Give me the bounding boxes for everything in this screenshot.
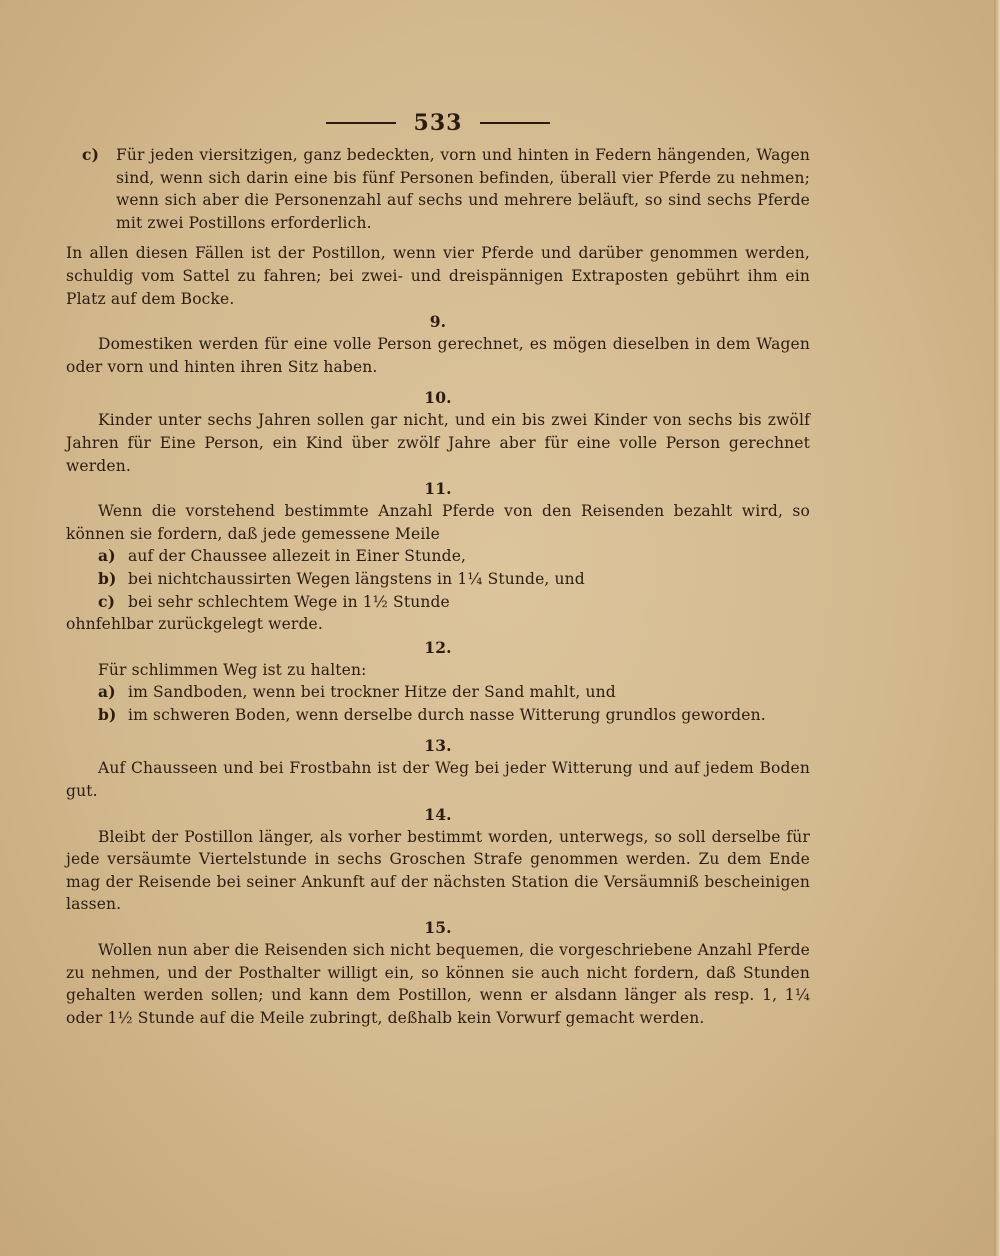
paragraph-postillon: In allen diesen Fällen ist der Postillon, wenn vier Pferde und darüber genommen werden, schuldig vom Sattel zu fahren; bei zwei- und dreispännigen Extraposten gebührt ihm ein Platz auf dem Bocke. [66, 244, 810, 308]
header-rule-left [326, 122, 396, 124]
section-number-12: 12. [424, 637, 452, 657]
item-text: auf der Chaussee allezeit in Einer Stunde, [128, 547, 467, 566]
section-12-intro: Für schlimmen Weg ist zu halten: [98, 660, 367, 679]
page-content [66, 104, 810, 1029]
item-label: c) [98, 591, 116, 611]
item-label: c) [82, 145, 100, 164]
item-label: b) [98, 704, 117, 724]
item-label: a) [98, 546, 116, 566]
item-label: b) [98, 568, 117, 588]
section-number-9: 9. [429, 312, 447, 332]
item-text: im Sandboden, wenn bei trockner Hitze der Sand mahlt, und [128, 683, 616, 702]
list-item [66, 704, 810, 727]
section-number-14: 14. [424, 804, 452, 824]
section-11-outro: ohnfehlbar zurückgelegt werde. [66, 615, 323, 634]
item-text: im schweren Boden, wenn derselbe durch nasse Witterung grundlos geworden. [128, 705, 766, 724]
section-15-text: Wollen nun aber die Reisenden sich nicht bequemen, die vorgeschriebene Anzahl Pferde zu nehmen, und der Posthalter willigt ein, so können sie auch nicht fordern, daß Stunden gehalten werden sollen; und kann dem Postillon, wenn er alsdann länger als resp. 1, 1¼ oder 1½ Stunde auf die Meile zubringt, deßhalb kein Vorwurf gemacht werden. [66, 941, 810, 1027]
page-header [66, 104, 810, 142]
list-item-c [66, 144, 810, 234]
page-number: 533 [413, 109, 463, 136]
section-9-text: Domestiken werden für eine volle Person gerechnet, es mögen dieselben in dem Wagen oder vorn und hinten ihren Sitz haben. [66, 335, 810, 376]
list-item [66, 591, 810, 614]
item-text: Für jeden viersitzigen, ganz bedeckten, vorn und hinten in Federn hängenden, Wagen sind, wenn sich darin eine bis fünf Personen befinden, überall vier Pferde zu nehmen; wenn sich aber die Personenzahl auf sechs und mehrere beläuft, so sind sechs Pferde mit zwei Postillons erforderlich. [116, 146, 810, 232]
page-edge [994, 0, 1000, 1256]
section-14-text: Bleibt der Postillon länger, als vorher bestimmt worden, unterwegs, so soll derselbe für jede versäumte Viertelstunde in sechs Groschen Strafe genommen werden. Zu dem Ende mag der Reisende bei seiner Ankunft auf der nächsten Station die Versäumniß bescheinigen lassen. [66, 827, 810, 914]
section-10-text: Kinder unter sechs Jahren sollen gar nicht, und ein bis zwei Kinder von sechs bis zwölf Jahren für Eine Person, ein Kind über zwölf Jahre aber für eine volle Person gerechnet werden. [66, 411, 810, 475]
section-number-11: 11. [424, 479, 452, 499]
section-number-10: 10. [424, 388, 452, 408]
section-number-13: 13. [424, 736, 452, 756]
section-13-text: Auf Chausseen und bei Frostbahn ist der Weg bei jeder Witterung und auf jedem Boden gut. [66, 759, 810, 801]
section-number-15: 15. [424, 918, 452, 938]
item-text: bei sehr schlechtem Wege in 1½ Stunde [128, 592, 450, 611]
item-text: bei nichtchaussirten Wegen längstens in 1¼ Stunde, und [128, 569, 585, 588]
header-rule-right [480, 122, 550, 124]
list-item [66, 568, 810, 591]
section-11-intro: Wenn die vorstehend bestimmte Anzahl Pferde von den Reisenden bezahlt wird, so können sie fordern, daß jede gemessene Meile [66, 502, 810, 543]
list-item [66, 545, 810, 568]
list-item [66, 681, 810, 704]
item-label: a) [98, 682, 116, 702]
